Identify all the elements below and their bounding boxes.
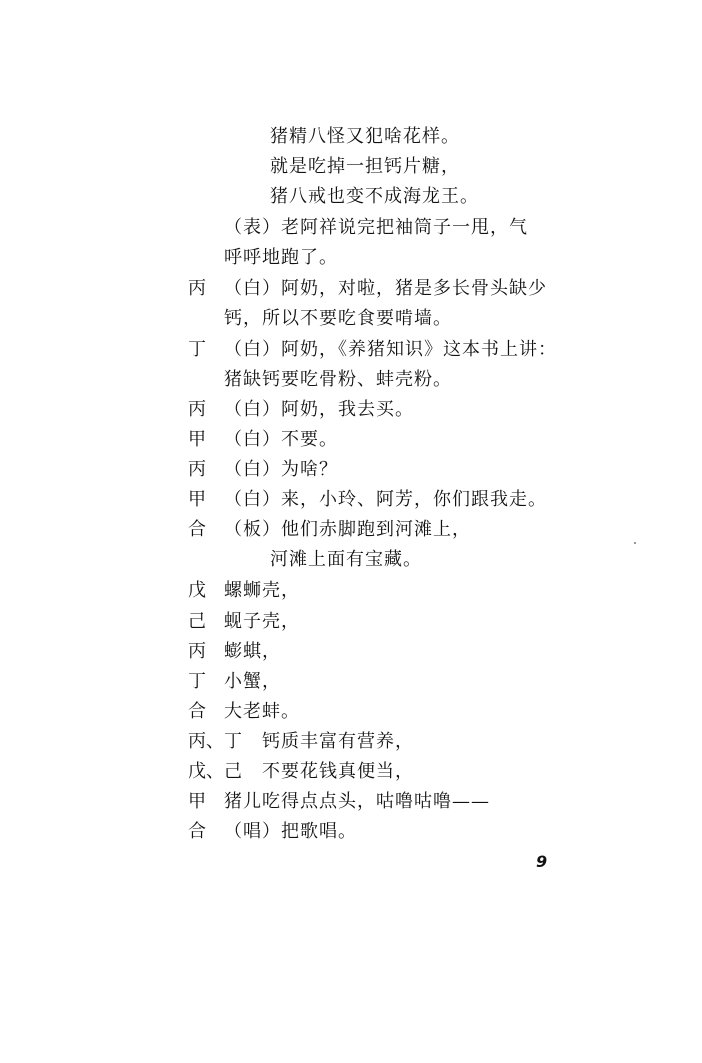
role-marker: 丁 — [188, 671, 206, 692]
dialogue-line: （板）他们赤脚跑到河滩上， — [224, 519, 471, 540]
dialogue-line: 大老蚌。 — [224, 701, 300, 722]
dialogue-line: （白）阿奶，对啦，猪是多长骨头缺少 — [224, 278, 547, 299]
verse-line: 猪精八怪又犯啥花样。 — [270, 126, 460, 147]
dialogue-line: 螺蛳壳， — [224, 580, 300, 601]
scan-speck — [634, 542, 636, 544]
dialogue-line: 蟛蜞， — [224, 641, 281, 662]
role-marker: 丙 — [188, 459, 206, 480]
role-marker: 丙 — [188, 278, 206, 299]
verse-line: 猪八戒也变不成海龙王。 — [270, 186, 479, 207]
dialogue-line: （白）来，小玲、阿芳，你们跟我走。 — [224, 489, 547, 510]
dialogue-line: 钙质丰富有营养， — [262, 731, 414, 752]
dialogue-line: （白）阿奶，我去买。 — [224, 399, 414, 420]
role-marker: 丁 — [188, 339, 206, 360]
dialogue-line: 小蟹， — [224, 671, 281, 692]
role-marker: 戊 — [188, 580, 206, 601]
dialogue-line: 不要花钱真便当， — [262, 761, 414, 782]
dialogue-line: （白）为啥？ — [224, 459, 338, 480]
dialogue-line: （白）阿奶，《养猪知识》这本书上讲： — [224, 339, 557, 360]
verse-line: 就是吃掉一担钙片糖， — [270, 156, 460, 177]
page-number: 9 — [536, 852, 548, 871]
stage-direction-line: （表）老阿祥说完把袖筒子一甩，气 — [224, 217, 528, 238]
role-marker: 戊、己 — [188, 761, 242, 782]
dialogue-line: 猪儿吃得点点头，咕噜咕噜—— — [224, 791, 490, 812]
dialogue-line: （唱）把歌唱。 — [224, 821, 357, 842]
role-marker: 甲 — [188, 429, 206, 450]
dialogue-line: （白）不要。 — [224, 429, 338, 450]
role-marker: 丙、丁 — [188, 731, 242, 752]
verse-line: 河滩上面有宝藏。 — [270, 549, 422, 570]
role-marker: 合 — [188, 701, 206, 722]
role-marker: 己 — [188, 611, 206, 632]
role-marker: 丙 — [188, 399, 206, 420]
role-marker: 合 — [188, 821, 206, 842]
role-marker: 丙 — [188, 641, 206, 662]
stage-direction-line: 呼呼地跑了。 — [224, 247, 338, 268]
role-marker: 合 — [188, 519, 206, 540]
dialogue-line: 猪缺钙要吃骨粉、蚌壳粉。 — [224, 369, 452, 390]
role-marker: 甲 — [188, 791, 206, 812]
dialogue-line: 钙，所以不要吃食要啃墙。 — [224, 308, 452, 329]
role-marker: 甲 — [188, 489, 206, 510]
dialogue-line: 蚬子壳， — [224, 611, 300, 632]
